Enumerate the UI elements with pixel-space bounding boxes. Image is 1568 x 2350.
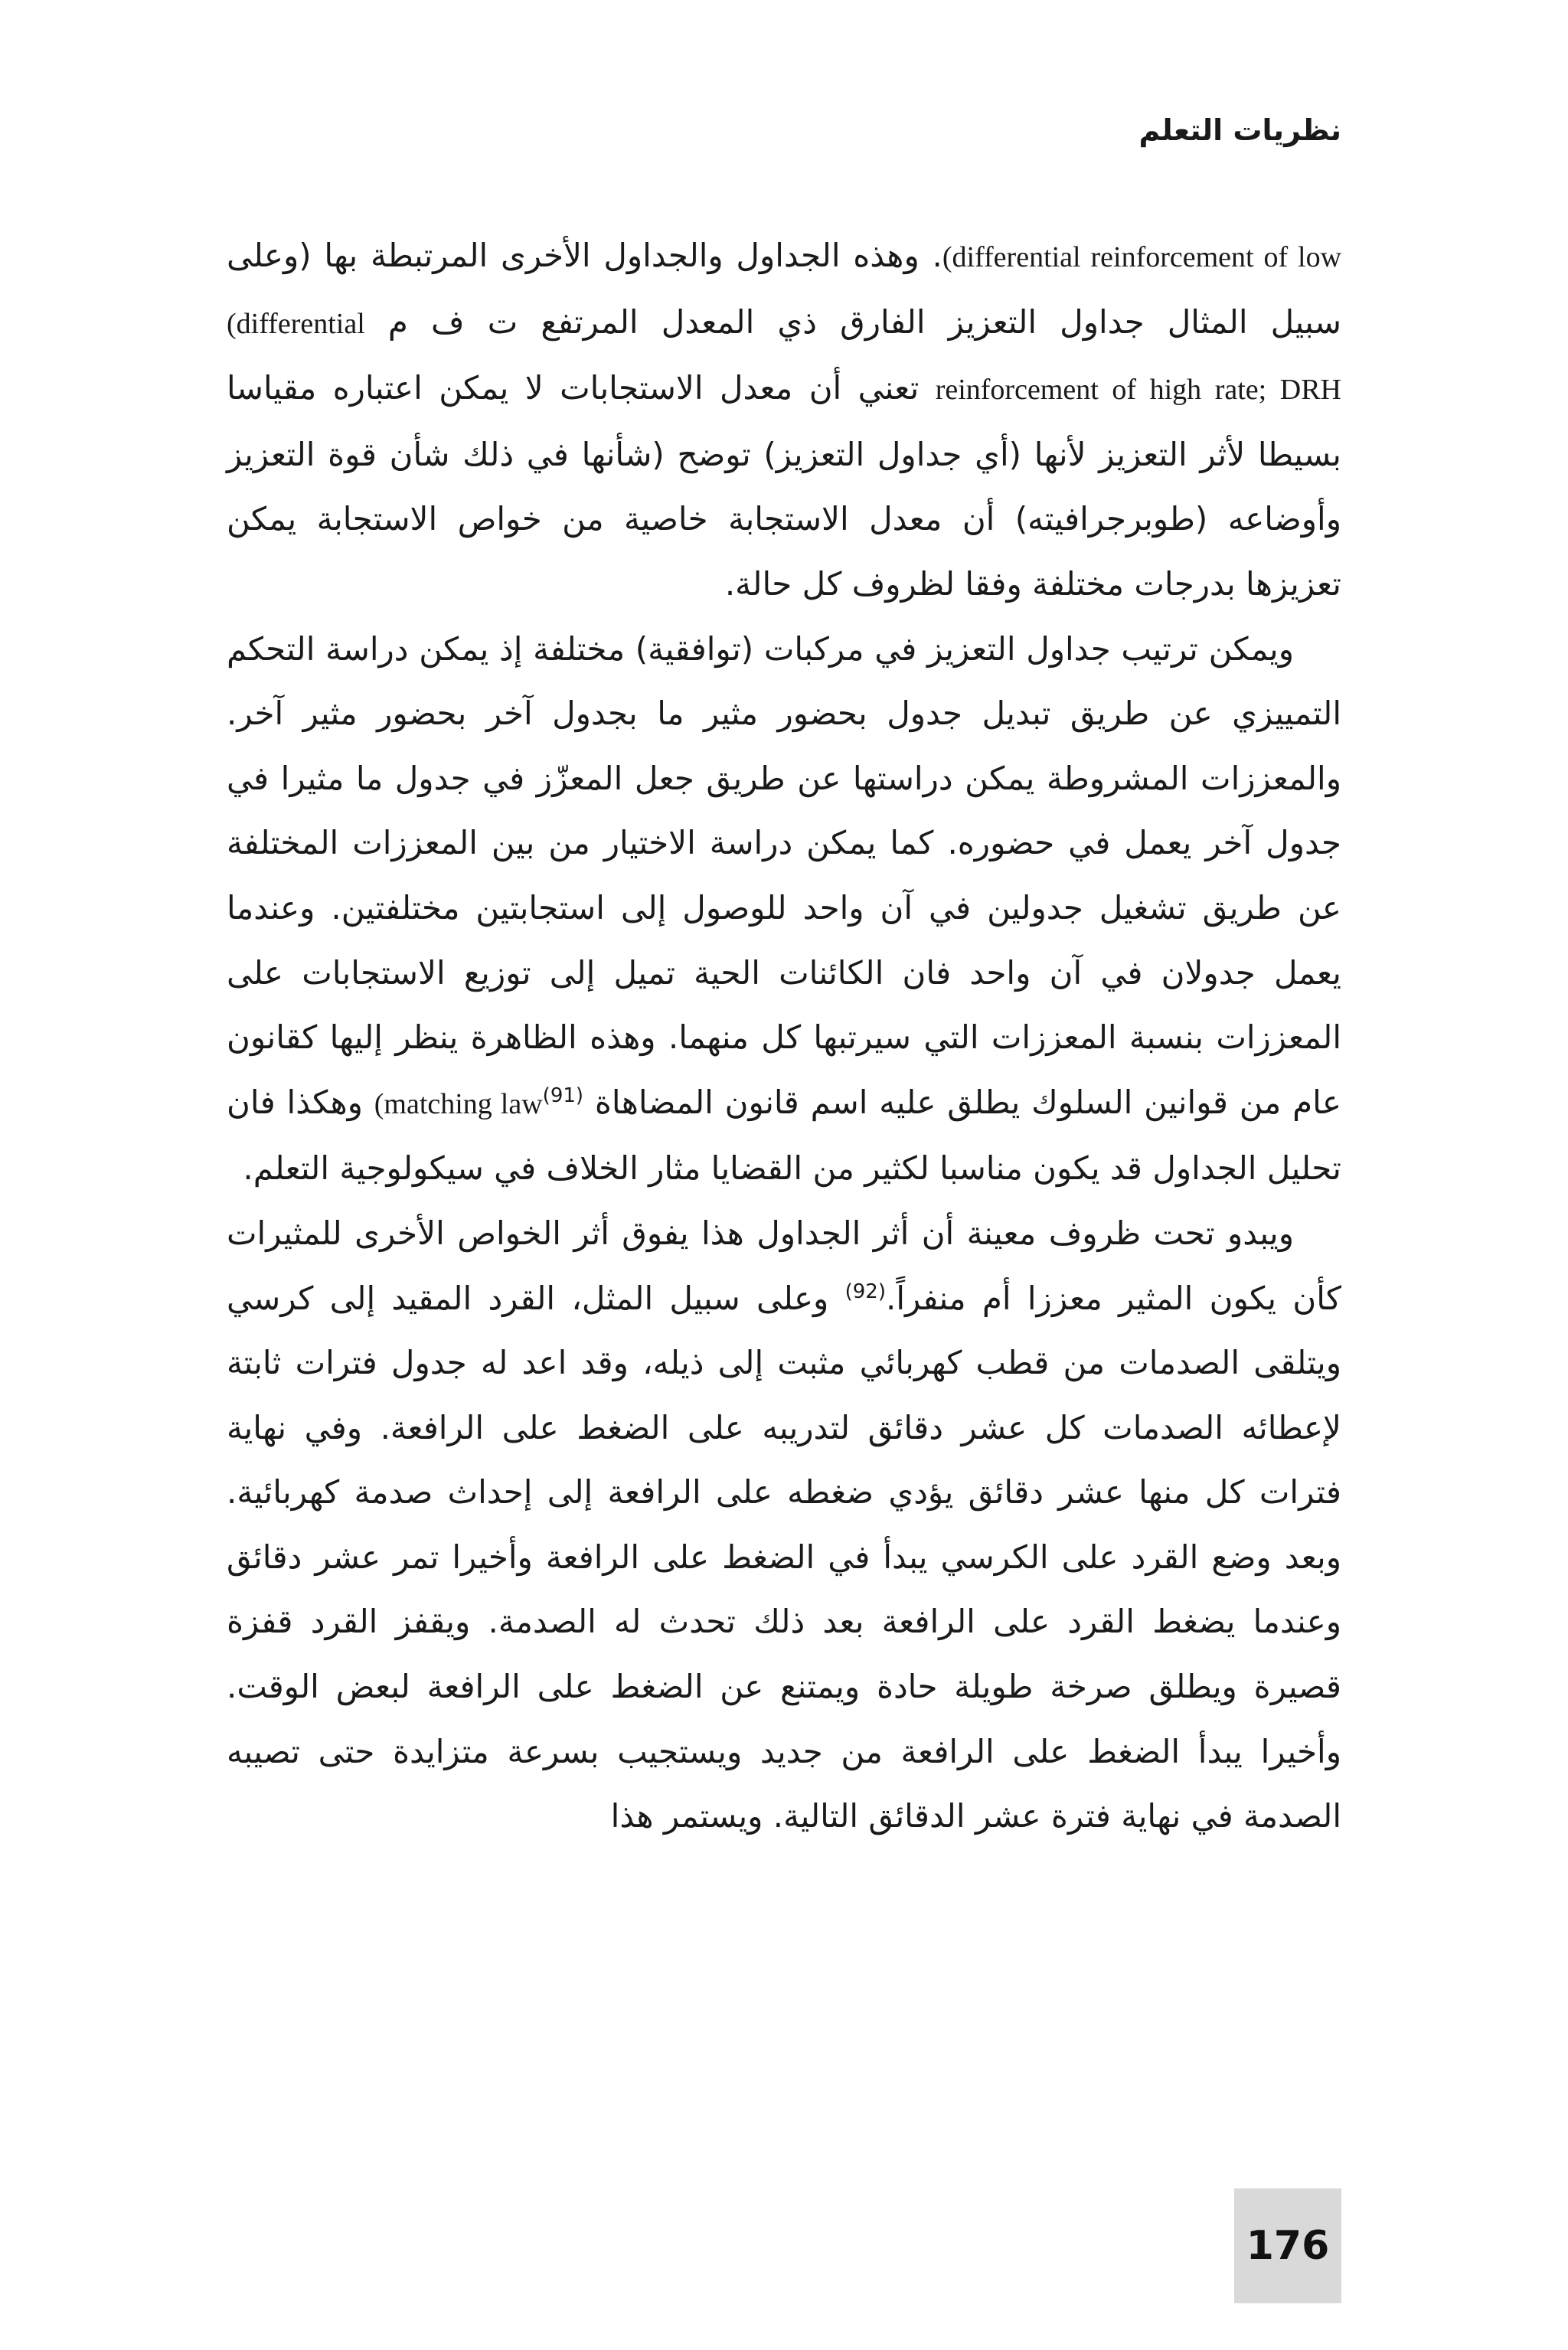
english-term-matching-law: (matching law bbox=[374, 1087, 543, 1120]
paragraph-2-text-a: ويمكن ترتيب جداول التعزيز في مركبات (توافقية) مختلفة إذ يمكن دراسة التحكم التمييزي عن طريق تبديل جدول بحضور مثير ما بجدول آخر بحضور مثير آخر. والمعززات المشروطة يمكن دراستها عن طريق جعل المعزّز في جدول ما مثيرا في جدول آخر يعمل في حضوره. كما يمكن دراسة الاختيار من بين المعززات المختلفة عن طريق تشغيل جدولين في آن واحد للوصول إلى استجابتين مختلفتين. وعندما يعمل جدولان في آن واحد فان الكائنات الحية تميل إلى توزيع الاستجابات على المعززات بنسبة المعززات التي سيرتبها كل منهما. وهذه الظاهرة ينظر إليها كقانون عام من قوانين السلوك يطلق عليه اسم قانون المضاهاة bbox=[227, 629, 1341, 1121]
paragraph-1-text-b: تعني أن معدل الاستجابات لا يمكن اعتباره مقياسا بسيطا لأثر التعزيز لأنها (أي جداول التعزيز) توضح (شأنها في ذلك شأن قوة التعزيز وأوضاعه (طوبرجرافيته) أن معدل الاستجابة خاصية من خواص الاستجابة يمكن تعزيزها بدرجات مختلفة وفقا لظروف كل حالة. bbox=[227, 369, 1341, 603]
running-head-title: نظريات التعلم bbox=[1138, 113, 1341, 147]
body-text bbox=[227, 224, 1341, 1849]
paragraph-3-text-b: وعلى سبيل المثل، القرد المقيد إلى كرسي ويتلقى الصدمات من قطب كهربائي مثبت إلى ذيله، وقد اعد له جدول فترات ثابتة لإعطائه الصدمات كل عشر دقائق لتدريبه على الضغط على الرافعة. وفي نهاية فترات كل منها عشر دقائق يؤدي ضغطه على الرافعة إلى إحداث صدمة كهربائية. وبعد وضع القرد على الكرسي يبدأ في الضغط على الرافعة وأخيرا تمر عشر دقائق وعندما يضغط القرد على الرافعة بعد ذلك تحدث له الصدمة. ويقفز القرد قفزة قصيرة ويطلق صرخة طويلة حادة ويمتنع عن الضغط على الرافعة لبعض الوقت. وأخيرا يبدأ الضغط على الرافعة من جديد ويستجيب بسرعة متزايدة حتى تصيبه الصدمة في نهاية فترة عشر الدقائق التالية. ويستمر هذا bbox=[227, 1279, 1341, 1835]
paragraph-2 bbox=[227, 617, 1341, 1201]
paragraph-3-text-a: ويبدو تحت ظروف معينة أن أثر الجداول هذا يفوق أثر الخواص الأخرى للمثيرات كأن يكون المثير معززا أم منفراً. bbox=[227, 1214, 1341, 1317]
paragraph-3 bbox=[227, 1201, 1341, 1849]
english-term-low: (differential reinforcement of low bbox=[942, 241, 1342, 273]
footnote-91: (91) bbox=[542, 1083, 584, 1107]
paragraph-1-text-a: وهذه الجداول والجداول الأخرى المرتبطة بها (وعلى سبيل المثال جداول التعزيز الفارق ذي المعدل المرتفع ت ف م bbox=[227, 237, 1341, 341]
footnote-92: (92) bbox=[844, 1280, 887, 1303]
page-number-box bbox=[1234, 2188, 1341, 2303]
paragraph-1: (differential reinforcement of low. وهذه الجداول والجداول الأخرى المرتبطة بها (وعلى سبيل المثال جداول التعزيز الفارق ذي المعدل المرتفع ت ف م (differential reinforcement of high rate; DRH تعني أن معدل الاستجابات لا يمكن اعتباره مقياسا بسيطا لأثر التعزيز لأنها (أي جداول التعزيز) توضح (شأنها في ذلك شأن قوة التعزيز وأوضاعه (طوبرجرافيته) أن معدل الاستجابة خاصية من خواص الاستجابة يمكن تعزيزها بدرجات مختلفة وفقا لظروف كل حالة. bbox=[227, 237, 1342, 603]
page-number: 176 bbox=[1246, 2223, 1330, 2269]
paragraph-2-text-b: وهكذا فان تحليل الجداول قد يكون مناسبا لكثير من القضايا مثار الخلاف في سيكولوجية التعلم. bbox=[227, 1083, 1341, 1188]
english-term-high: (differential reinforcement of high rate; DRH bbox=[227, 307, 1341, 407]
